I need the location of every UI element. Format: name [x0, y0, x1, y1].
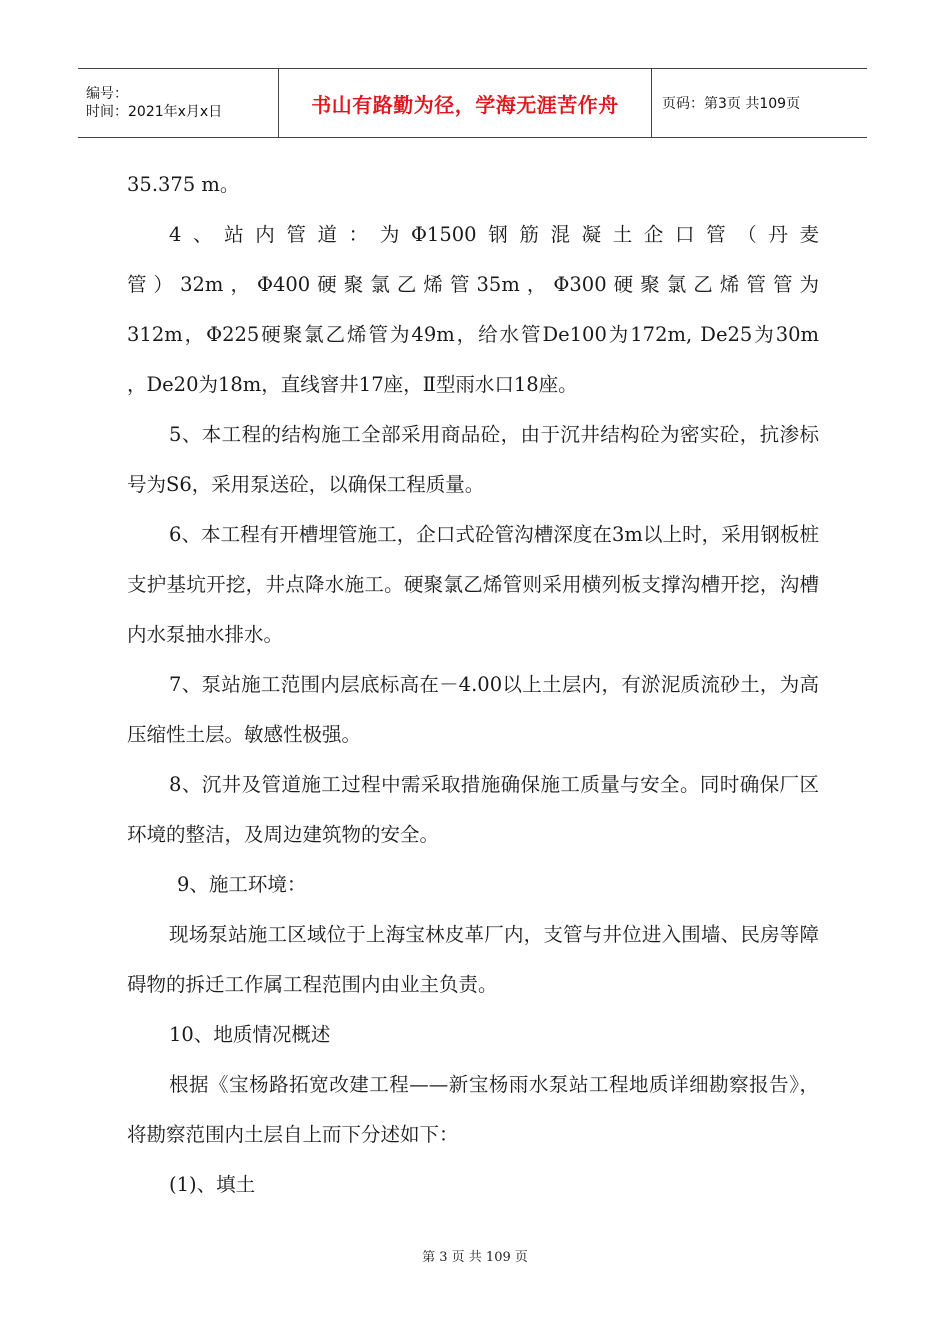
paragraph-environment-heading: 9、施工环境： — [177, 873, 307, 896]
document-body — [127, 160, 819, 1210]
paragraph-station-pipes-line-2: 管）32m，Φ400硬聚氯乙烯管35m，Φ300硬聚氯乙烯管管为 — [127, 273, 819, 296]
header-motto: 书山有路勤为径，学海无涯苦作舟 — [311, 92, 619, 117]
paragraph-continuation: 35.375 m。 — [127, 173, 240, 196]
header-meta — [78, 69, 279, 137]
header-page-cell — [652, 69, 867, 137]
paragraph-trench: 6、本工程有开槽埋管施工，企口式砼管沟槽深度在3m以上时，采用钢板桩支护基坑开挖，井点降水施工。硬聚氯乙烯管则采用横列板支撑沟槽开挖，沟槽内水泵抽水排水。 — [127, 523, 819, 646]
paragraph-safety: 8、沉井及管道施工过程中需采取措施确保施工质量与安全。同时确保厂区环境的整洁，及周边建筑物的安全。 — [127, 773, 819, 846]
header-motto-cell — [279, 69, 652, 137]
paragraph-station-pipes-line-4: ，De20为18m，直线窨井17座，Ⅱ型雨水口18座。 — [127, 373, 578, 396]
document-time-label: 时间：2021年x月x日 — [86, 104, 223, 120]
paragraph-geology: 根据《宝杨路拓宽改建工程——新宝杨雨水泵站工程地质详细勘察报告》，将勘察范围内土层自上而下分述如下： — [127, 1073, 819, 1146]
paragraph-soil: 7、泵站施工范围内层底标高在－4.00以上土层内，有淤泥质流砂土，为高压缩性土层。敏感性极强。 — [127, 673, 819, 746]
paragraph-geology-heading: 10、地质情况概述 — [169, 1023, 331, 1046]
page-footer: 第 3 页 共 109 页 — [422, 1250, 528, 1265]
page-header — [78, 68, 867, 138]
document-number-label: 编号： — [86, 86, 128, 102]
header-page-info: 页码：第3页 共109页 — [662, 96, 801, 112]
paragraph-concrete: 5、本工程的结构施工全部采用商品砼，由于沉井结构砼为密实砼，抗渗标号为S6，采用泵送砼，以确保工程质量。 — [127, 423, 819, 496]
paragraph-fill-soil: (1)、填土 — [169, 1173, 256, 1196]
paragraph-station-pipes-line-3: 312m，Φ225硬聚氯乙烯管为49m，给水管De100为172m, De25为30m — [127, 323, 819, 346]
paragraph-station-pipes-line-1: 4、站内管道：为Φ1500钢筋混凝土企口管（丹麦 — [169, 223, 819, 246]
paragraph-environment: 现场泵站施工区域位于上海宝林皮革厂内，支管与井位进入围墙、民房等障碍物的拆迁工作属工程范围内由业主负责。 — [127, 923, 819, 996]
